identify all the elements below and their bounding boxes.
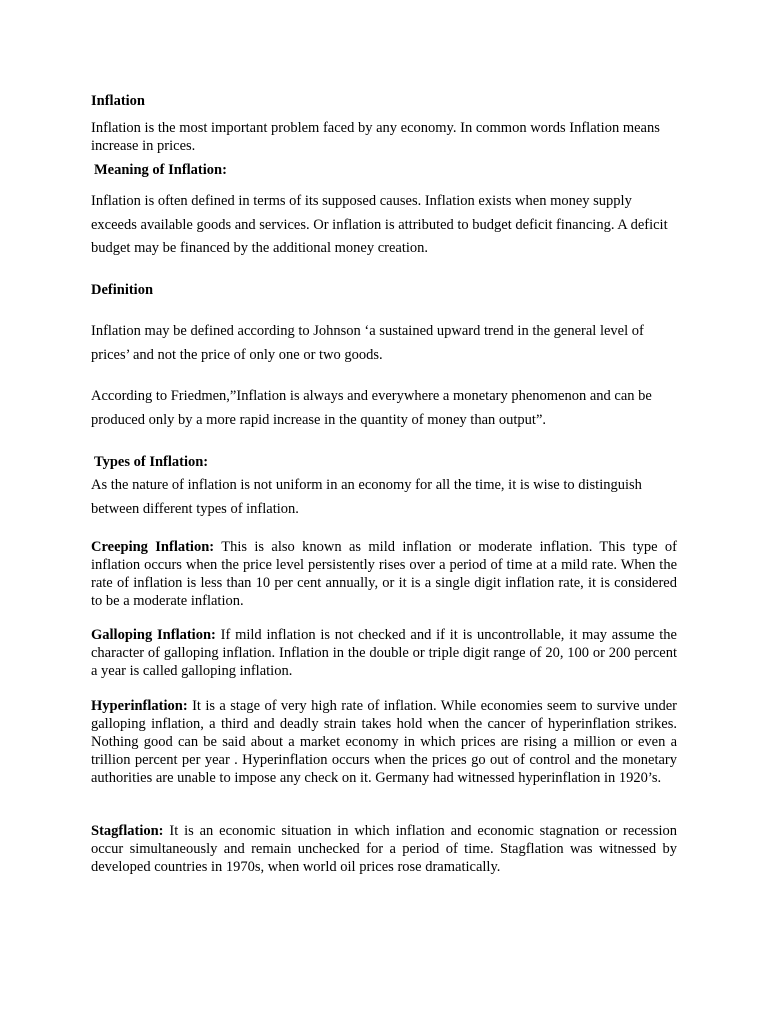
type-term: Creeping Inflation: bbox=[91, 539, 215, 555]
intro-paragraph: Inflation is the most important problem faced by any economy. In common words Inflation means increase in prices. bbox=[91, 120, 660, 154]
type-description: This is also known as mild inflation or moderate inflation. This type of inflation occurs when the price level persistently rises over a period of time at a mild rate. When the rate of inflation is less than 10 per cent annually, or it is a single digit inflation rate, it is considered to be a moderate inflation. bbox=[91, 539, 677, 609]
type-galloping-paragraph bbox=[91, 626, 677, 680]
definition-friedmen-paragraph: According to Friedmen,”Inflation is always and everywhere a monetary phenomenon and can be produced only by a more rapid increase in the quantity of money than output”. bbox=[91, 388, 652, 428]
meaning-paragraph: Inflation is often defined in terms of its supposed causes. Inflation exists when money supply exceeds available goods and services. Or inflation is attributed to budget deficit financing. A deficit budget may be financed by the additional money creation. bbox=[91, 193, 668, 256]
types-intro-paragraph: As the nature of inflation is not uniform in an economy for all the time, it is wise to distinguish between different types of inflation. bbox=[91, 477, 642, 517]
type-description: If mild inflation is not checked and if it is uncontrollable, it may assume the character of galloping inflation. Inflation in the double or triple digit range of 20, 100 or 200 percent a year is called galloping inflation. bbox=[91, 627, 677, 679]
type-description: It is an economic situation in which inflation and economic stagnation or recession occur simultaneously and remain unchecked for a period of time. Stagflation was witnessed by developed countries in 1970s, when world oil prices rose dramatically. bbox=[91, 823, 677, 875]
types-heading: Types of Inflation: bbox=[94, 454, 209, 470]
type-term: Stagflation: bbox=[91, 823, 164, 839]
type-term: Galloping Inflation: bbox=[91, 627, 216, 643]
type-description: It is a stage of very high rate of inflation. While economies seem to survive under galloping inflation, a third and deadly strain takes hold when the cancer of hyperinflation strikes. Nothing good can be said about a market economy in which prices are rising a million or even a trillion percent per year . Hyperinflation occurs when the prices go out of control and the monetary authorities are unable to impose any check on it. Germany had witnessed hyperinflation in 1920’s. bbox=[91, 698, 677, 786]
type-stagflation-paragraph bbox=[91, 822, 677, 876]
type-creeping-paragraph bbox=[91, 538, 677, 610]
meaning-heading: Meaning of Inflation: bbox=[94, 162, 227, 178]
type-hyperinflation-paragraph bbox=[91, 697, 677, 787]
definition-heading: Definition bbox=[91, 282, 154, 298]
definition-johnson-paragraph: Inflation may be defined according to Johnson ‘a sustained upward trend in the general level of prices’ and not the price of only one or two goods. bbox=[91, 323, 644, 363]
page-title: Inflation bbox=[91, 93, 145, 109]
type-term: Hyperinflation: bbox=[91, 698, 188, 714]
